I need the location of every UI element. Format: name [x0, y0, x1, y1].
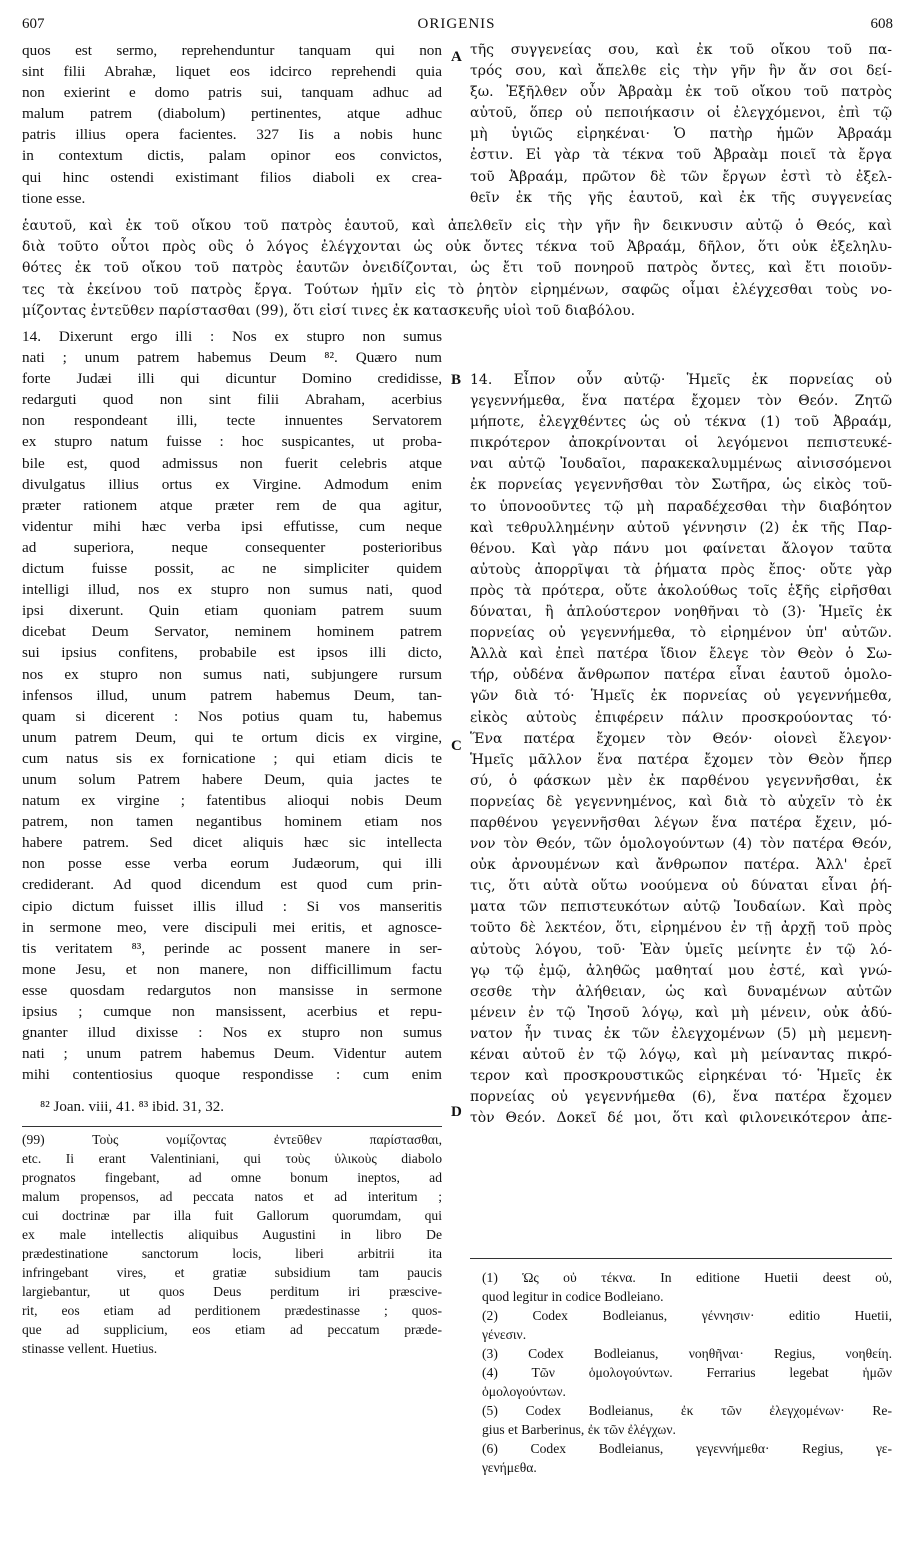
latin-line: qui hinc ostendi existimant filios diaboli ex crea-	[22, 168, 442, 186]
greek-line: νατον ἦν τινας ἐκ τῶν ἐλεγχομένων (5) μὴ μεμενη-	[470, 1025, 892, 1042]
greek-line: θένου. Καὶ γὰρ πάνυ μοι φαίνεται ἄλογον ταῦτα	[470, 540, 892, 557]
note-line: ὁμολογούντων.	[482, 1384, 566, 1399]
note-line: (5) Codex Bodleianus, ἐκ τῶν ἐλεγχομένων· Re-	[482, 1403, 892, 1418]
note-line: (99) Τοὺς νομίζοντας ἐντεῦθεν παρίστασθαι,	[22, 1132, 442, 1147]
latin-line: ex stupro natum fuisse : hoc suspicantes, ut proba-	[22, 433, 442, 451]
greek-line: πρὸς τὰ πρότερα, οὔτε ἀκολούθως τοῖς ἑξῆς εἰρῆσθαι	[470, 582, 892, 599]
greek-line: σεσθε τὴν ἀλήθειαν, ὡς καὶ δυναμένων αὐτῶν	[470, 983, 892, 1000]
latin-line: malum patrem (diabolum) pertinentes, atque adhuc	[22, 105, 442, 123]
note-line: rit, eos etiam ad perditionem prædestinasse ; quos-	[22, 1303, 442, 1318]
note-line: stinasse vellent. Huetius.	[22, 1341, 158, 1356]
note-line: prædestinatione sanctorum locis, liberi arbitrii ita	[22, 1246, 442, 1261]
latin-line: habere patrem. Sed dicet aliquis hæc sic intellecta	[22, 834, 442, 852]
latin-line: ipsi dixerunt. Quin etiam quoniam patrem suum	[22, 602, 442, 620]
latin-line: dicebat Deum Servator, neminem hominem patrem	[22, 623, 442, 641]
latin-line: tis veritatem ⁸³, perinde ac possent manere in ser-	[22, 939, 442, 957]
greek-line: νον τὸν Θεόν, τῶν ὁμολογούντων (4) τὸν πατέρα Θεόν,	[470, 836, 892, 853]
greek-line: πορνείας οὐ γεγεννήμεθα, τὸ εἰρημένον ὑπ' αὐτῶν.	[470, 625, 892, 642]
latin-line: nos ex stupro non sumus nati, subjungere rursum	[22, 665, 442, 683]
greek-line: τρός σου, καὶ ἄπελθε εἰς τὴν γῆν ἣν ἄν σοι δεί-	[470, 63, 892, 80]
greek-line: ἐκ πορνείας γεγεννῆσθαι τὸν Σωτῆρα, ὡς εἰκὸς τοῦ-	[470, 477, 892, 494]
latin-line: crediderant. Ad quod dicendum est quod cum prin-	[22, 876, 442, 894]
latin-line: redarguti quod non sint filii Abraham, acerbius	[22, 391, 442, 409]
greek-line: Ἀλλὰ καὶ ἐπεὶ πατέρα ἴδιον ἔλεγε τὸν Θεὸν ὁ Σω-	[470, 646, 892, 663]
greek-line: γῳ τῷ ἐμῷ, ἀληθῶς μαθηταί μου ἐστέ, καὶ γνώ-	[470, 962, 892, 979]
note-line: (6) Codex Bodleianus, γεγεννήμεθα· Regius, γε-	[482, 1441, 892, 1456]
latin-line: esse quosdam redargutos non mansisse in sermone	[22, 981, 442, 999]
greek-line: εἰκὸς αὐτοὺς ἐπιφέρειν πάλιν προσκρούοντας τό·	[470, 709, 892, 726]
latin-line: gnanter illud dixisse : Nos ex stupro non sumus	[22, 1024, 442, 1042]
note-line: (4) Τῶν ὁμολογούντων. Ferrarius legebat ἡμῶν	[482, 1365, 892, 1380]
note-line: γενήμεθα.	[482, 1460, 537, 1475]
latin-line: divulgatus illius ortus ex Virgine. Admodum enim	[22, 475, 442, 493]
latin-line: mihi contentiosius quoque respondisse : cum enim	[22, 1066, 442, 1084]
greek-line: οὐκ ἀρνουμένων καὶ ἄνθρωπον πατέρα. Ἀλλ' ἐρεῖ	[470, 857, 892, 874]
note-line: que ad supplicium, eos etiam ad peccatum præde-	[22, 1322, 442, 1337]
margin-mark-c: C	[451, 738, 462, 754]
greek-line: τις, ὅτι αὐτὰ οὕτω νοούμενα οὐ δύναται εἶναι ῥή-	[470, 878, 892, 895]
greek-line: Ἡμεῖς μᾶλλον ἕνα πατέρα ἔχομεν τὸν Θεὸν ἤπερ	[470, 751, 892, 768]
latin-line: ad superiora, neque consequenter posterioribus	[22, 538, 442, 556]
note-line: (1) Ὡς οὐ τέκνα. In editione Huetii deest οὐ,	[482, 1270, 892, 1285]
latin-line: sui ipsius confitens, probabile est ipsos illi dicto,	[22, 644, 442, 662]
latin-line: nati ; unum patrem habemus Deum. Videntur autem	[22, 1045, 442, 1063]
greek-line: καὶ τεθρυλλημένην αὐτοῦ γέννησιν (2) ἐκ τῆς Παρ-	[470, 519, 892, 536]
latin-line: nati ; unum patrem habemus Deum ⁸². Quæro num	[22, 349, 442, 367]
latin-line: tione esse.	[22, 189, 86, 207]
greek-line: γεγεννήμεθα, ἕνα πατέρα ἔχομεν τὸν Θεόν. Ζητῶ	[470, 393, 892, 410]
greek-main-column	[470, 370, 892, 1129]
greek-line: ναι αὐτῷ Ἰουδαῖοι, παρακεκαλυμμένως αἰνισσόμενοι	[470, 456, 892, 473]
greek-line: σύ, ὁ φάσκων μὲν ἐκ παρθένου γεγεννῆσθαι, ἐκ	[470, 772, 892, 789]
greek-line: πορνείας δὲ γεγεννημένος, καὶ διὰ τὸ αὐχεῖν τὸ ἐκ	[470, 793, 892, 810]
margin-mark-a: A	[451, 49, 462, 65]
note-line: γένεσιν.	[482, 1327, 527, 1342]
page-title: ORIGENIS	[417, 16, 496, 32]
note-line: gius et Barberinus, ἐκ τῶν ἐλέγχων.	[482, 1422, 676, 1437]
latin-line: in contextum dictis, palam opinor eos convictos,	[22, 147, 442, 165]
full-width-greek	[22, 216, 892, 322]
greek-line: γῶν διὰ τό· Ἡμεῖς ἐκ πορνείας οὐ γεγεννήμεθα,	[470, 688, 892, 705]
greek-line: διὰ τοῦτο οὗτοι πρὸς οὓς ὁ λόγος ἐλέγχονται ὡς οὐκ ὄντες τέκνα τοῦ Ἀβραάμ, δῆλον, ὅτι οὐκ ἐξεληλυ-	[22, 239, 892, 256]
latin-line: præter rationem atque præter rem de qua agitur,	[22, 496, 442, 514]
latin-line: dictum fuisse possit, ac ne simpliciter quidem	[22, 560, 442, 578]
margin-mark-b: B	[451, 372, 462, 388]
latin-line: forte Judæi illi qui dicuntur Domino credidisse,	[22, 370, 442, 388]
greek-line: τήρ, οὐδένα ἄνθρωπον πατέρα εἶναι ἑαυτοῦ ὁμολο-	[470, 667, 892, 684]
greek-line: μίζοντας ἐντεῦθεν παρίστασθαι (99), ὅτι εἰσί τινες ἐκ κατασκευῆς υἱοὶ τοῦ διαβόλου.	[22, 302, 636, 319]
greek-line: ξω. Ἐξῆλθεν οὖν Ἀβραὰμ ἐκ τοῦ οἴκου τοῦ πατρὸς	[470, 84, 892, 101]
greek-line: ἐστιν. Εἰ γὰρ τὰ τέκνα τοῦ Ἀβραὰμ ποιεῖ τὰ ἔργα	[470, 147, 892, 164]
greek-line: μὴ ὑγιῶς εἰρηκέναι· Ὁ πατὴρ ἡμῶν Ἀβραάμ	[470, 126, 892, 143]
latin-line: infensos illud, unum patrem habemus Deum, tan-	[22, 686, 442, 704]
greek-line: αὐτοὺς λόγου, τοῦ· Ἐὰν ὑμεῖς μείνητε ἐν τῷ λό-	[470, 941, 892, 958]
note-line: cui doctrinæ par illa fuit Gallorum quorumdam, qui	[22, 1208, 442, 1223]
greek-line: ἑαυτοῦ, καὶ ἐκ τοῦ οἴκου τοῦ πατρὸς ἑαυτοῦ, καὶ ἀπελθεῖν εἰς τὴν γῆν ἣν δεικνυσιν αὐτῷ ὁ Θεός, καὶ	[22, 218, 892, 234]
margin-mark-d: D	[451, 1104, 462, 1120]
latin-line: unum solum Patrem habere Deum, quia jactes te	[22, 770, 442, 788]
greek-line: πικρότερον ἀποκρίνονται οἱ λεγόμενοι πεπιστευκέ-	[470, 435, 892, 452]
latin-line: 14. Dixerunt ergo illi : Nos ex stupro non sumus	[22, 328, 442, 345]
note-line: largiebantur, ut quos Deus perditum iri præscive-	[22, 1284, 442, 1299]
greek-line: τοῦτο δὲ λεκτέον, ὅτι, εἰρημένου ἐν τῇ ἀρχῇ τοῦ πρὸς	[470, 920, 892, 937]
latin-line: in sermone meo, vere discipuli mei eritis, et agnosce-	[22, 918, 442, 936]
note-line: malum propensos, ad peccata natos et ad interitum ;	[22, 1189, 442, 1204]
latin-line: videntur mihi hæc verba ipsi effutisse, cum neque	[22, 517, 442, 535]
note-line: quod legitur in codice Bodleiano.	[482, 1289, 664, 1304]
top-greek-column	[470, 40, 892, 209]
greek-line: παρθένου γεγεννῆσθαι λέγων ἕνα πατέρα ἔχειν, μό-	[470, 814, 892, 831]
latin-line: unum patrem Deum, qui te ortum dicis ex virgine,	[22, 728, 442, 746]
latin-line: patris illius opera facientes. 327 Iis a nobis hunc	[22, 126, 442, 144]
greek-line: αὐτοὺς ἀπορρῖψαι τὰ ῥήματα πρὸς ἔπος· οὔτε γὰρ	[470, 561, 892, 578]
running-head	[0, 16, 913, 38]
top-latin-column	[22, 40, 442, 209]
critical-notes	[482, 1268, 892, 1477]
note-line: (3) Codex Bodleianus, νοηθῆναι· Regius, νοηθείη.	[482, 1346, 892, 1361]
scripture-ref-line: ⁸² Joan. viii, 41. ⁸³ ibid. 31, 32.	[40, 1099, 225, 1115]
note-line: prognatos fingebant, ad omne bonum ineptos, ad	[22, 1170, 442, 1185]
greek-line: τερον καὶ προσκρουστικῶς εἰρηκέναι τό· Ἡμεῖς ἐκ	[470, 1068, 892, 1085]
greek-line: το ὑπονοοῦντες τῷ μὴ παραδέχεσθαι τὴν διαβόητον	[470, 498, 892, 515]
greek-line: αὐτοῦ, ὅπερ οὐ πεποιήκασιν οἱ ἐλεγχόμενοι, ἐπὶ τῷ	[470, 105, 892, 122]
page-number-right: 608	[870, 16, 893, 32]
latin-line: quos est sermo, reprehenduntur tanquam qui non	[22, 42, 442, 59]
page-number-left: 607	[22, 16, 45, 32]
latin-line: quam si dicerent : Nos potius quam tu, habemus	[22, 707, 442, 725]
greek-line: θεῖν ἐκ τῆς γῆς ἑαυτοῦ, καὶ ἐκ τῆς συγγενείας	[470, 189, 892, 206]
note-99	[22, 1130, 442, 1358]
latin-line: non respondeant illi, tecte innuentes Servatorem	[22, 412, 442, 430]
latin-line: cipio dictum fuisset illis illud : Si vos manseritis	[22, 897, 442, 915]
scripture-references	[40, 1098, 442, 1117]
greek-line: τες τὰ ἐκείνου τοῦ πατρὸς ἔργα. Τούτων ἡμῖν εἰς τὸ ῥητὸν εἰρημένων, σαφῶς οἶμαι ἐλέγχεσθαι τοὺς νο-	[22, 281, 892, 298]
greek-line: τὸν Θεόν. Δοκεῖ δέ μοι, ὅτι καὶ φιλονεικότερον ἀπε-	[470, 1110, 892, 1127]
greek-line: δύναται, ἢ ἁπλούστερον νοηθῆναι τὸ (3)· Ἡμεῖς ἐκ	[470, 604, 892, 621]
divider-right	[470, 1258, 892, 1259]
latin-line: natum ex virgine ; fatentibus alioqui nobis Deum	[22, 792, 442, 810]
latin-line: patrem, non tamen negantibus hominem etiam nos	[22, 813, 442, 831]
latin-line: intelligi illud, nos ex stupro non sumus nati, quod	[22, 581, 442, 599]
greek-line: θότες ἐκ τοῦ οἴκου τοῦ πατρὸς ἑαυτῶν ὀνειδίζονται, ὡς ἔτι τοῦ πονηροῦ πατρὸς ὄντες, καὶ ἔτι ποιοῦν-	[22, 260, 892, 277]
latin-line: non posse esse verba eorum Judæorum, qui illi	[22, 855, 442, 873]
latin-line: sint filii Abrahæ, liquet eos idcirco reprehendi quia	[22, 63, 442, 81]
note-line: (2) Codex Bodleianus, γέννησιν· editio Huetii,	[482, 1308, 892, 1323]
note-line: ex male intellectis aliquibus Augustini in libro De	[22, 1227, 442, 1242]
latin-line: non exierint e domo patris sui, tanquam adhuc ad	[22, 84, 442, 102]
greek-line: κέναι αὐτοῦ ἐν τῷ λόγῳ, καὶ μὴ μείναντας πικρό-	[470, 1047, 892, 1063]
greek-line: πορνείας οὐ γεγεννήμεθα (6), ἕνα πατέρα ἔχομεν	[470, 1089, 892, 1106]
note-line: infringebant vires, et gratiæ subsidium tam paucis	[22, 1265, 442, 1280]
greek-line: ματα τῶν πεπιστευκότων αὐτῷ Ἰουδαίων. Καὶ πρὸς	[470, 899, 892, 916]
greek-line: τοῦ Ἀβραάμ, πρῶτον δὲ τῶν ἔργων ἐστὶ τὸ ἐξελ-	[470, 168, 892, 185]
latin-line: ipsius ; cumque non mansissent, acerbius et repu-	[22, 1003, 442, 1020]
divider-left	[22, 1126, 442, 1127]
greek-line: 14. Εἶπον οὖν αὐτῷ· Ἡμεῖς ἐκ πορνείας οὐ	[470, 372, 892, 388]
greek-line: τῆς συγγενείας σου, καὶ ἐκ τοῦ οἴκου τοῦ πα-	[470, 42, 892, 58]
latin-main-column	[22, 326, 442, 1085]
note-line: etc. Ii erant Valentiniani, qui τοὺς ὑλικοὺς diabolo	[22, 1151, 442, 1166]
greek-line: μένειν ἐν τῷ Ἰησοῦ λόγῳ, καὶ μὴ μένειν, οὐκ ἀδύ-	[470, 1004, 892, 1021]
latin-line: bile est, quod admissus non fuerit celebris atque	[22, 454, 442, 472]
greek-line: μήποτε, ἐλεγχθέντες ὡς οὐ τέκνα (1) τοῦ Ἀβραάμ,	[470, 414, 892, 431]
latin-line: mone Jesu, et non manere, non difficillimum factu	[22, 960, 442, 978]
latin-line: cum natus sis ex fornicatione ; qui etiam dicis te	[22, 749, 442, 767]
greek-line: Ἕνα πατέρα ἔχομεν τὸν Θεόν· οἱονεὶ ἔλεγον·	[470, 730, 892, 747]
